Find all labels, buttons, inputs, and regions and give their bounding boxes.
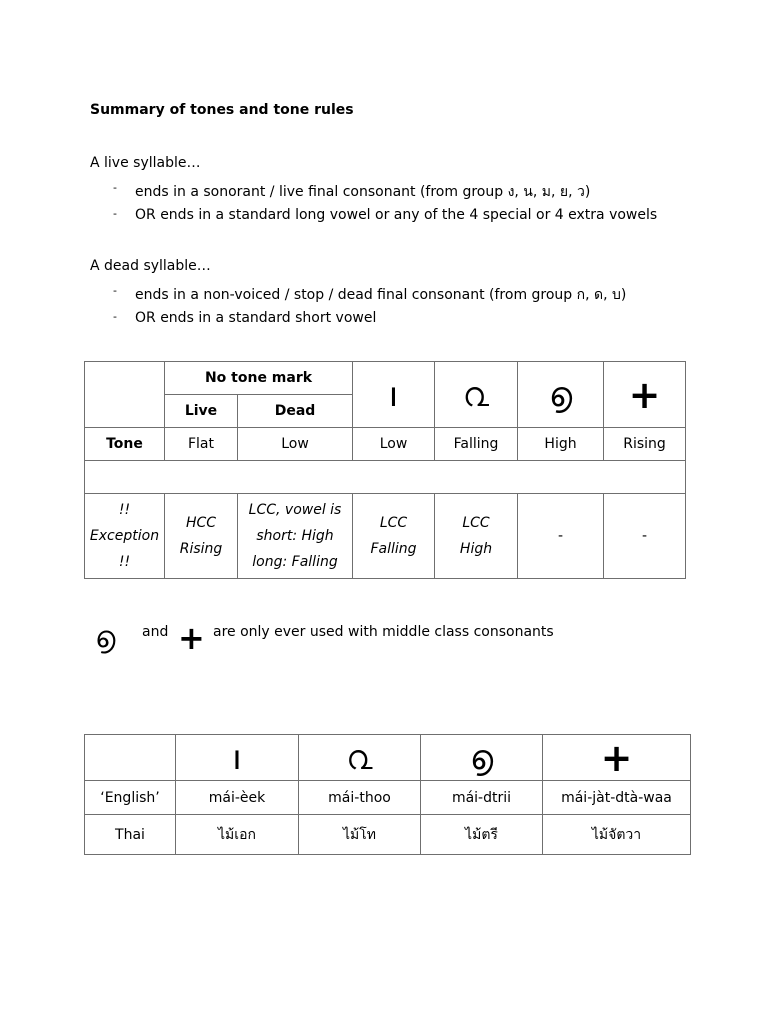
- exception-line: !!: [118, 554, 131, 570]
- exception-line: LCC: [462, 515, 490, 531]
- english-name-cell: mái-thoo: [299, 781, 421, 815]
- tone-cell: Low: [353, 428, 435, 461]
- thai-name-cell: ไม้จัตวา: [543, 815, 691, 855]
- mai-tho-header: [299, 735, 421, 781]
- tone-cell: Low: [238, 428, 353, 461]
- mai-tho-glyph-icon: ൨: [463, 374, 489, 415]
- english-name-cell: mái-èek: [176, 781, 299, 815]
- bullet-text: OR ends in a standard short vowel: [135, 310, 377, 326]
- thai-row-label: Thai: [85, 815, 176, 855]
- exception-line: Rising: [179, 541, 223, 557]
- tone-mark-names-table: [84, 734, 691, 855]
- mai-ek-glyph-icon: ı: [232, 737, 242, 778]
- english-name-cell: mái-dtrii: [421, 781, 543, 815]
- mai-tho-header: [435, 362, 518, 428]
- mai-tri-glyph-icon: ൭: [548, 374, 573, 415]
- mai-chattawa-header: [543, 735, 691, 781]
- mai-chattawa-glyph-icon: +: [178, 619, 205, 657]
- bullet-dash: -: [113, 207, 117, 220]
- exception-row-label: [85, 494, 165, 579]
- exception-cell: [353, 494, 435, 579]
- exception-line: !!: [118, 502, 131, 518]
- tone-rules-table: [84, 361, 686, 579]
- bullet-text: ends in a non-voiced / stop / dead final consonant (from group ก, ด, บ): [135, 287, 627, 303]
- bullet-text: ends in a sonorant / live final consonant (from group ง, น, ม, ย, ว): [135, 184, 591, 200]
- bullet-dash: -: [113, 181, 117, 194]
- bullet-text: OR ends in a standard long vowel or any of the 4 special or 4 extra vowels: [135, 207, 658, 223]
- mai-ek-glyph-icon: ı: [388, 374, 399, 415]
- bullet-dash: -: [113, 284, 117, 297]
- mai-tri-header: [518, 362, 604, 428]
- exception-line: LCC, vowel is: [248, 502, 342, 518]
- spacer-row: [85, 461, 686, 494]
- exception-line: High: [459, 541, 493, 557]
- bullet-dash: -: [113, 310, 117, 323]
- exception-line: Exception: [89, 528, 160, 544]
- exception-cell: -: [604, 494, 686, 579]
- exception-line: short: High: [256, 528, 334, 544]
- exception-line: LCC: [379, 515, 408, 531]
- mai-ek-header: [176, 735, 299, 781]
- exception-line: long: Falling: [252, 554, 338, 570]
- thai-name-cell: ไม้ตรี: [421, 815, 543, 855]
- exception-line: HCC: [185, 515, 217, 531]
- exception-line: Falling: [370, 541, 417, 557]
- tone-row-label: Tone: [85, 428, 165, 461]
- live-syllable-intro: A live syllable…: [90, 155, 201, 171]
- exception-cell: [238, 494, 353, 579]
- mai-tho-glyph-icon: ൨: [346, 737, 373, 778]
- tone-cell: High: [518, 428, 604, 461]
- mai-chattawa-header: [604, 362, 686, 428]
- english-name-cell: mái-jàt-dtà-waa: [543, 781, 691, 815]
- english-row-label: ‘English’: [85, 781, 176, 815]
- thai-name-cell: ไม้โท: [299, 815, 421, 855]
- tone-cell: Flat: [165, 428, 238, 461]
- tone-cell: Rising: [604, 428, 686, 461]
- mai-ek-header: [353, 362, 435, 428]
- note-and: and: [142, 624, 169, 640]
- dead-syllable-intro: A dead syllable…: [90, 258, 211, 274]
- no-tone-mark-header: No tone mark: [165, 362, 353, 395]
- corner-cell: [85, 362, 165, 428]
- thai-name-cell: ไม้เอก: [176, 815, 299, 855]
- exception-cell: [435, 494, 518, 579]
- mai-chattawa-glyph-icon: +: [628, 372, 661, 417]
- note-text: are only ever used with middle class consonants: [213, 624, 554, 640]
- mai-tri-glyph-icon: ൭: [469, 737, 494, 778]
- mai-tri-header: [421, 735, 543, 781]
- live-header: Live: [165, 395, 238, 428]
- dead-header: Dead: [238, 395, 353, 428]
- tone-cell: Falling: [435, 428, 518, 461]
- corner-cell: [85, 735, 176, 781]
- exception-cell: [165, 494, 238, 579]
- page-title: Summary of tones and tone rules: [90, 102, 354, 118]
- mai-chattawa-glyph-icon: +: [600, 735, 633, 780]
- exception-cell: -: [518, 494, 604, 579]
- mai-tri-glyph-icon: ൭: [95, 620, 116, 655]
